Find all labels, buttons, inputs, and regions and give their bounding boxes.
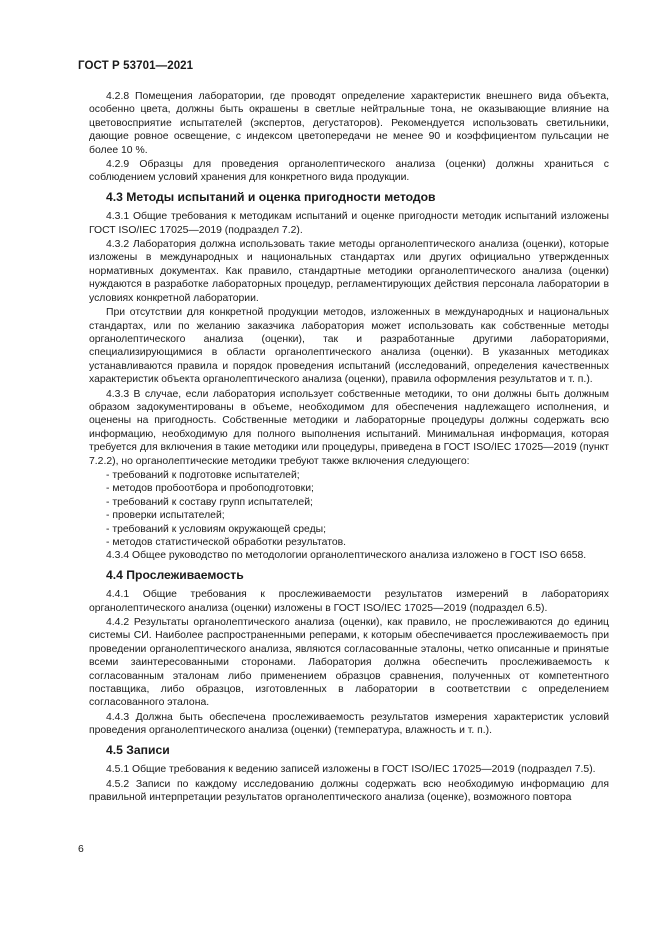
- page-number: 6: [78, 844, 84, 855]
- paragraph: При отсутствии для конкретной продукции методов, изложенных в международных и национальных стандартах, или по желанию заказчика лаборатория может использовать как собственные методы органолептического анализа (оценки), так и разработанные другими лабораториями, специализирующимися в области органолептического анализа (оценки). В указанных методиках устанавливаются правила и порядок проведения испытаний (исследований, определения качественных характеристик объекта органолептического анализа (оценки), правила оформления результатов и т. п.).: [89, 307, 609, 386]
- paragraph: 4.5.1 Общие требования к ведению записей изложены в ГОСТ ISO/IEC 17025—2019 (подраздел 7.5).: [106, 764, 596, 776]
- section-heading: 4.5 Записи: [106, 742, 170, 757]
- paragraph: 4.3.3 В случае, если лаборатория использует собственные методики, то они должны быть должным образом задокументированы в объеме, необходимом для обеспечения надлежащего исполнения, и оценены на пригодность. Собственные методики и лабораторные процедуры должны содержать всю информацию, необходимую для полного выполнения испытаний. Минимальная информация, которая требуется для включения в такие методики или процедуры, приведена в ГОСТ ISO/IEC 17025—2019 (пункт 7.2.2), но органолептические методики требуют также включения следующего:: [89, 388, 609, 467]
- list-item: - требований к подготовке испытателей;: [106, 469, 609, 482]
- paragraph: 4.4.2 Результаты органолептического анализа (оценки), как правило, не прослеживаются до единиц системы СИ. Наиболее распространенными реперами, к которым обеспечивается прослеживаемость при проведении органолептического анализа, являются согласованные эталоны, четко описанные и принятые всеми заинтересованными сторонами. Лаборатория должна обеспечить прослеживаемость к согласованным эталонам либо применением образцов сравнения, полученных от компетентного поставщика, либо образцов, изготовленных в лаборатории в соответствии с определением согласованного эталона.: [89, 617, 609, 709]
- paragraph: 4.3.2 Лаборатория должна использовать такие методы органолептического анализа (оценки), которые изложены в международных и национальных стандартах или других официально утвержденных нормативных документах. Как правило, стандартные методики органолептического анализа (оценки) нуждаются в разработке лабораторных процедур, регламентирующих действия персонала лаборатории в условиях конкретной лаборатории.: [89, 239, 609, 304]
- bullet-list: [89, 469, 609, 549]
- document-header: ГОСТ Р 53701—2021: [78, 60, 194, 72]
- section-heading: 4.3 Методы испытаний и оценка пригодности методов: [106, 189, 436, 204]
- document-body: [89, 90, 609, 805]
- section-heading: 4.4 Прослеживаемость: [106, 567, 244, 582]
- list-item: - методов статистической обработки результатов.: [106, 536, 609, 549]
- paragraph: 4.2.8 Помещения лаборатории, где проводят определение характеристик внешнего вида объекта, особенно цвета, должны быть окрашены в светлые нейтральные тона, не оказывающие влияние на цветовосприятие испытателей (экспертов, дегустаторов). Рекомендуется использовать светильники, дающие ровное освещение, с индексом цветопередачи не менее 90 и коэффициентом пульсации не более 10 %.: [89, 91, 609, 156]
- list-item: - требований к условиям окружающей среды;: [106, 523, 609, 536]
- paragraph: 4.2.9 Образцы для проведения органолептического анализа (оценки) должны храниться с соблюдением условий хранения для конкретного вида продукции.: [89, 159, 609, 184]
- list-item: - требований к составу групп испытателей;: [106, 496, 609, 509]
- paragraph: 4.5.2 Записи по каждому исследованию должны содержать всю необходимую информацию для правильной интерпретации результатов органолептического анализа (оценке), возможного повтора: [89, 778, 609, 803]
- list-item: - проверки испытателей;: [106, 509, 609, 522]
- paragraph: 4.3.4 Общее руководство по методологии органолептического анализа изложено в ГОСТ ISO 6658.: [106, 550, 587, 562]
- paragraph: 4.4.3 Должна быть обеспечена прослеживаемость результатов измерения характеристик условий проведения органолептического анализа (оценки) (температура, влажность и т. п.).: [89, 711, 609, 737]
- paragraph: 4.4.1 Общие требования к прослеживаемости результатов измерений в лабораториях органолептического анализа (оценки) изложены в ГОСТ ISO/IEC 17025—2019 (подраздел 6.5).: [89, 589, 609, 614]
- list-item: - методов пробоотбора и пробоподготовки;: [106, 482, 609, 495]
- paragraph: 4.3.1 Общие требования к методикам испытаний и оценке пригодности методик испытаний изложены ГОСТ ISO/IEC 17025—2019 (подраздел 7.2).: [89, 211, 609, 236]
